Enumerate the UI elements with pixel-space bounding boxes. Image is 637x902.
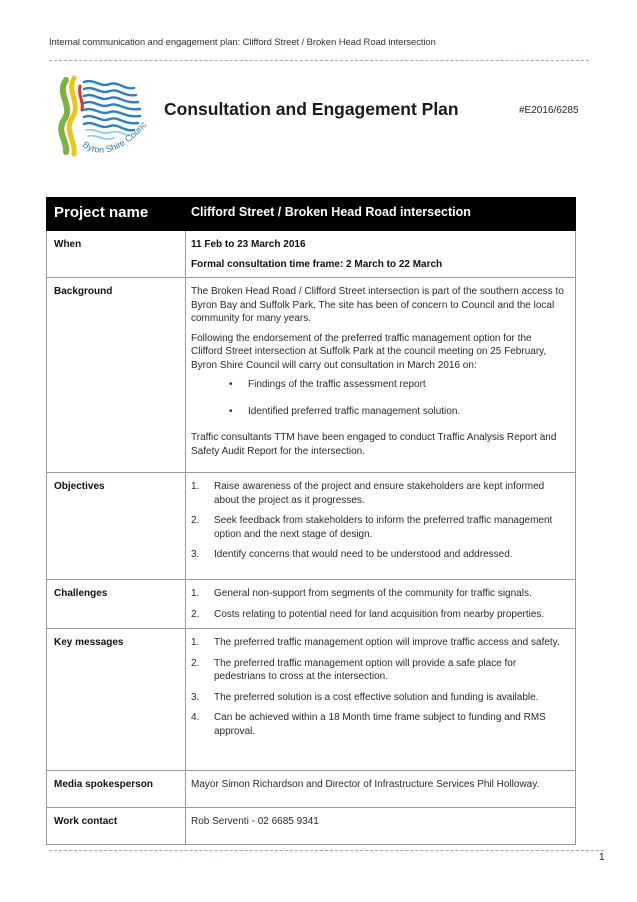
background-content (186, 278, 576, 473)
list-item: 1. Raise awareness of the project and ensure stakeholders are kept informed about the project as it progresses. (191, 481, 545, 506)
logo-text: Byron Shire Counc (80, 119, 149, 155)
when-dates: 11 Feb to 23 March 2016 (191, 239, 306, 250)
challenges-label: Challenges (47, 580, 186, 629)
list-item: 1. General non-support from segments of the community for traffic signals. (191, 588, 532, 599)
list-item: 2. Seek feedback from stakeholders to inform the preferred traffic management option and the next stage of design. (191, 515, 553, 540)
background-paragraph: The Broken Head Road / Clifford Street intersection is part of the southern access to Byron Bay and Suffolk Park. The site has been of concern to Council and the local community for many years. (191, 286, 564, 324)
logo-blue-waves (84, 81, 140, 130)
objectives-content (186, 473, 576, 580)
plan-table (46, 197, 576, 845)
table-row-background (47, 278, 576, 473)
list-item-text: The preferred traffic management option will provide a safe place for pedestrians to cross at the intersection. (214, 657, 517, 682)
list-item-text: Raise awareness of the project and ensure stakeholders are kept informed about the project as it progresses. (214, 481, 545, 506)
list-item-text: Identified preferred traffic management solution. (248, 405, 461, 417)
logo-green-band (61, 80, 67, 152)
list-item: 2. The preferred traffic management option will provide a safe place for pedestrians to cross at the intersection. (191, 657, 517, 682)
table-row-when (47, 231, 576, 278)
list-item: 3. The preferred solution is a cost effective solution and funding is available. (191, 691, 539, 703)
objectives-list (191, 480, 565, 562)
work-contact-value: Rob Serventi - 02 6685 9341 (186, 808, 576, 845)
logo-red-band (80, 86, 83, 110)
objectives-label: Objectives (47, 473, 186, 580)
footer-divider (49, 850, 604, 851)
page-number: 1 (599, 852, 605, 863)
list-item: 2. Costs relating to potential need for land acquisition from nearby properties. (191, 608, 545, 620)
table-row-media-spokesperson (47, 771, 576, 808)
table-row-work-contact (47, 808, 576, 845)
when-formal-consultation: Formal consultation time frame: 2 March to 22 March (191, 258, 443, 270)
byron-shire-council-logo (52, 72, 152, 164)
table-row-challenges (47, 580, 576, 629)
background-bullet-list (191, 378, 565, 418)
key-messages-label: Key messages (47, 629, 186, 771)
list-item-text: Seek feedback from stakeholders to inform the preferred traffic management option and the next stage of design. (214, 515, 553, 540)
list-item-text: The preferred traffic management option will improve traffic access and safety. (214, 637, 560, 648)
running-header: Internal communication and engagement plan: Clifford Street / Broken Head Road intersection (49, 37, 436, 48)
background-paragraph: Traffic consultants TTM have been engaged to conduct Traffic Analysis Report and Safety Audit Report for the intersection. (191, 432, 557, 457)
list-item-text: Can be achieved within a 18 Month time frame subject to funding and RMS approval. (214, 712, 546, 737)
key-messages-content (186, 629, 576, 771)
list-item-text: General non-support from segments of the community for traffic signals. (214, 588, 532, 599)
list-item: 1. The preferred traffic management option will improve traffic access and safety. (191, 637, 560, 648)
when-label: When (47, 231, 186, 278)
list-item-text: The preferred solution is a cost effective solution and funding is available. (214, 691, 539, 703)
logo-yellow-band (69, 78, 75, 154)
list-item-text: Findings of the traffic assessment report (248, 379, 426, 390)
table-row-key-messages (47, 629, 576, 771)
list-item: 3. Identify concerns that would need to be understood and addressed. (191, 549, 513, 560)
background-label: Background (47, 278, 186, 473)
media-spokesperson-value: Mayor Simon Richardson and Director of Infrastructure Services Phil Holloway. (186, 771, 576, 808)
list-item (191, 405, 565, 419)
document-reference: #E2016/6285 (519, 105, 579, 116)
table-header-row (47, 198, 576, 231)
table-row-objectives (47, 473, 576, 580)
list-item (191, 378, 565, 392)
when-content (186, 231, 576, 278)
list-item-text: Costs relating to potential need for land acquisition from nearby properties. (214, 608, 545, 620)
project-name-value: Clifford Street / Broken Head Road intersection (186, 198, 576, 231)
challenges-list (191, 587, 565, 621)
bullet-icon: • (229, 379, 233, 390)
header-divider (49, 60, 589, 61)
bullet-icon: • (229, 405, 233, 417)
project-name-label: Project name (47, 198, 186, 231)
list-item-text: Identify concerns that would need to be understood and addressed. (214, 549, 513, 560)
background-paragraph: Following the endorsement of the preferred traffic management option for the Clifford Street intersection at Suffolk Park at the council meeting on 25 February, Byron Shire Council will carry out consultation in March 2016 on: (191, 332, 547, 371)
key-messages-list (191, 636, 565, 738)
page-title: Consultation and Engagement Plan (164, 99, 459, 119)
list-item: 4. Can be achieved within a 18 Month time frame subject to funding and RMS approval. (191, 712, 546, 737)
work-contact-label: Work contact (47, 808, 186, 845)
media-spokesperson-label: Media spokesperson (47, 771, 186, 808)
challenges-content (186, 580, 576, 629)
